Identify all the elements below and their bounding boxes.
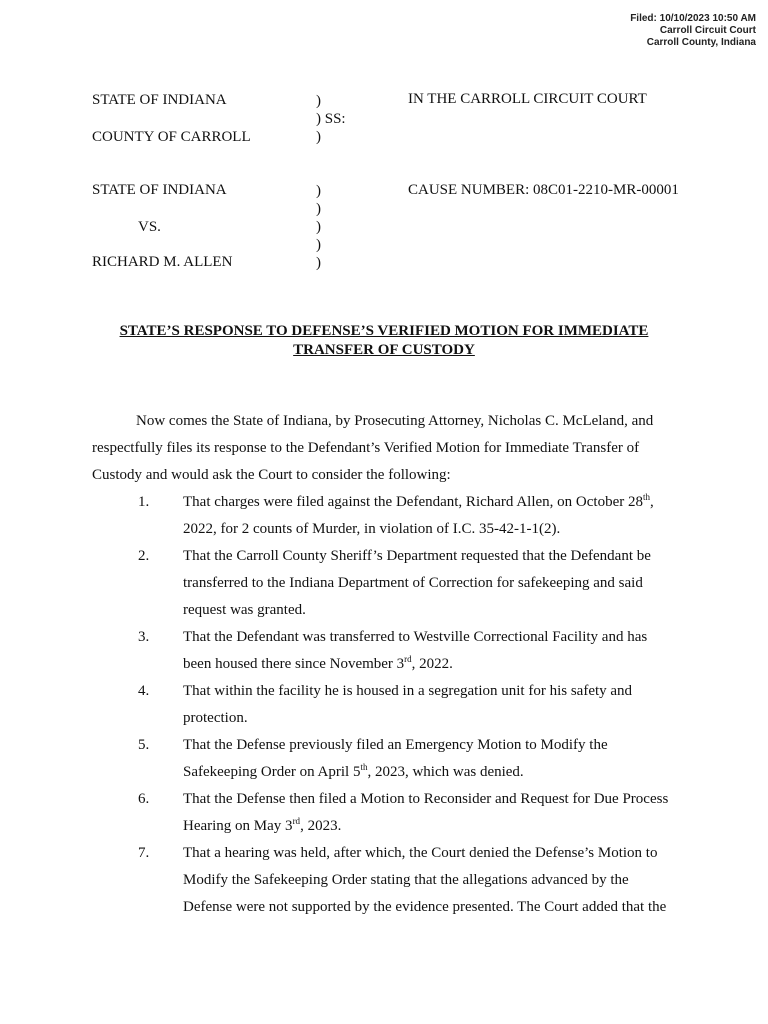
ss-label: ) SS:	[316, 111, 346, 127]
item-line: That the Carroll County Sheriff’s Department requested that the Defendant be	[183, 548, 651, 564]
filed-date: Filed: 10/10/2023 10:50 AM	[630, 13, 756, 24]
venue-county: COUNTY OF CARROLL	[92, 129, 251, 145]
item-text: Safekeeping Order on April 5	[183, 764, 361, 780]
item-line: That the Defense then filed a Motion to Reconsider and Request for Due Process	[183, 791, 669, 807]
item-line: That the Defendant was transferred to Westville Correctional Facility and has	[183, 629, 648, 645]
intro-line: respectfully files its response to the Defendant’s Verified Motion for Immediate Transfer of	[92, 440, 640, 456]
list-item	[92, 840, 692, 921]
list-item	[92, 489, 692, 543]
item-text: , 2023.	[300, 818, 342, 834]
filed-court: Carroll Circuit Court	[659, 25, 756, 36]
item-text: , 2022.	[411, 656, 453, 672]
item-text: Hearing on May 3	[183, 818, 293, 834]
plaintiff-name: STATE OF INDIANA	[92, 182, 227, 198]
filed-county: Carroll County, Indiana	[646, 37, 756, 48]
ordinal-suffix: th	[360, 762, 368, 772]
item-number: 3.	[138, 629, 150, 645]
title-line-1: STATE’S RESPONSE TO DEFENSE’S VERIFIED MOTION FOR IMMEDIATE	[119, 323, 649, 339]
document-title	[0, 322, 768, 360]
item-line: That a hearing was held, after which, the Court denied the Defense’s Motion to	[183, 845, 658, 861]
item-line	[183, 651, 692, 678]
list-item	[92, 624, 692, 678]
item-line	[183, 489, 692, 516]
case-caption	[0, 0, 768, 300]
list-item	[92, 678, 692, 732]
intro-line: Now comes the State of Indiana, by Prosecuting Attorney, Nicholas C. McLeland, and	[136, 413, 654, 429]
list-item	[92, 732, 692, 786]
item-line: 2022, for 2 counts of Murder, in violation of I.C. 35-42-1-1(2).	[183, 521, 561, 537]
defendant-name: RICHARD M. ALLEN	[92, 254, 233, 270]
item-text: been housed there since November 3	[183, 656, 405, 672]
item-line: request was granted.	[183, 602, 306, 618]
item-number: 4.	[138, 683, 150, 699]
item-line: Modify the Safekeeping Order stating that the allegations advanced by the	[183, 872, 629, 888]
ordinal-suffix: rd	[404, 654, 412, 664]
item-number: 1.	[138, 494, 150, 510]
item-line: Defense were not supported by the evidence presented. The Court added that the	[183, 899, 667, 915]
paren: )	[316, 237, 321, 253]
item-line: That the Defense previously filed an Emergency Motion to Modify the	[183, 737, 608, 753]
item-number: 6.	[138, 791, 150, 807]
ordinal-suffix: rd	[292, 816, 301, 826]
paren: )	[316, 255, 321, 271]
list-item	[92, 543, 692, 624]
item-number: 2.	[138, 548, 150, 564]
item-text: ,	[650, 494, 654, 510]
venue-state: STATE OF INDIANA	[92, 92, 227, 108]
list-item	[92, 786, 692, 840]
paren: )	[316, 219, 321, 235]
paren: )	[316, 93, 321, 109]
item-line: protection.	[183, 710, 248, 726]
paren: )	[316, 201, 321, 217]
item-line	[183, 813, 692, 840]
cause-number: CAUSE NUMBER: 08C01-2210-MR-00001	[408, 182, 679, 198]
paren: )	[316, 129, 321, 145]
item-text: , 2023, which was denied.	[367, 764, 524, 780]
paren: )	[316, 183, 321, 199]
item-line: transferred to the Indiana Department of Correction for safekeeping and said	[183, 575, 643, 591]
party-parens	[316, 182, 321, 272]
ordinal-suffix: th	[642, 492, 650, 502]
item-number: 5.	[138, 737, 150, 753]
court-name: IN THE CARROLL CIRCUIT COURT	[408, 91, 647, 107]
item-line: That within the facility he is housed in a segregation unit for his safety and	[183, 683, 633, 699]
versus-label: VS.	[138, 219, 161, 235]
numbered-list	[92, 489, 692, 921]
venue-parens	[316, 92, 346, 146]
item-number: 7.	[138, 845, 150, 861]
item-line	[183, 759, 692, 786]
intro-line: Custody and would ask the Court to consider the following:	[92, 467, 451, 483]
title-line-2: TRANSFER OF CUSTODY	[293, 342, 475, 358]
item-text: That charges were filed against the Defendant, Richard Allen, on October 28	[183, 494, 643, 510]
intro-paragraph	[92, 408, 682, 489]
